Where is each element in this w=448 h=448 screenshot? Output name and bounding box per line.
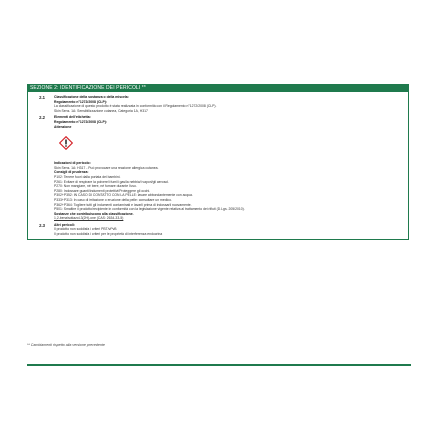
heading-other-hazards: Altri pericoli: [54, 222, 75, 227]
classification-category: Skin Sens. 1A: Sensibilizzazione cutanea, Categoria 1A, H317 [54, 108, 148, 113]
pbt-statement: Il prodotto non soddisfa i criteri PBT/vPvB [54, 227, 117, 232]
contributing-substance: 1,2-benzisotiazol-3(2H)-one (CAS: 2634-33-5) [54, 216, 124, 221]
item-2-3 [28, 223, 408, 237]
section-body [27, 92, 409, 240]
regulation-label: Regolamento n°1272/2008 (CLP): [54, 119, 107, 124]
precautionary-statement: P333+P313: In caso di irritazione o eruzione della pelle: consultare un medico. [54, 197, 172, 202]
item-2-2 [28, 115, 408, 221]
item-2-1 [28, 95, 408, 113]
contributing-substances-heading: Sostanze che contribuiscono alla classificazione. [54, 211, 134, 216]
endocrine-statement: Il prodotto non soddisfa i criteri per le proprietà di interferenza endocrina [54, 232, 163, 237]
heading-classification: Classificazione della sostanza o della miscela: [54, 95, 129, 99]
sds-section-2 [27, 84, 409, 240]
item-number: 2.3 [39, 222, 45, 228]
classification-text: La classificazione di questo prodotto è stata realizzata in conformità con il Regolamento n°1272/2008 (CLP). [54, 104, 217, 109]
bottom-divider [27, 364, 411, 366]
item-content [54, 95, 408, 113]
precautionary-heading: Consigli di prudenza: [54, 170, 89, 175]
ghs07-exclamation-pictogram [59, 136, 73, 150]
precautionary-statement: P270: Non mangiare, né bere, né fumare durante l'uso. [54, 184, 137, 189]
heading-label-elements: Elementi dell'etichetta: [54, 115, 91, 120]
precautionary-statement: P362+P364: Togliere tutti gli indumenti contaminati e lavarli prima di indossarli nuovamente. [54, 202, 192, 207]
item-content [54, 115, 408, 221]
item-number: 2.1 [39, 95, 45, 100]
precautionary-statement: P261: Evitare di respirare la polvere/i fumi/i gas/la nebbia/i vapori/gli aerosol. [54, 179, 169, 184]
precautionary-statement: P102: Tenere fuori dalla portata dei bambini. [54, 174, 121, 179]
precautionary-statement: P501: Smaltire il prodotto/recipiente in conformità con la legislazione vigente relativa al trattamento dei rifiuti (D.Lgs. 205/2010). [54, 207, 245, 212]
hazard-statement: Skin Sens. 1A: H317 - Può provocare una reazione allergica cutanea. [54, 165, 159, 170]
footnote: ** Cambiamenti rispetto alla versione precedente [27, 343, 105, 347]
item-content [54, 223, 408, 237]
section-header: SEZIONE 2: IDENTIFICAZIONE DEI PERICOLI ** [27, 84, 409, 92]
hazard-statements-heading: Indicazioni di pericolo: [54, 161, 91, 166]
precautionary-statement: P302+P352: IN CASO DI CONTATTO CON LA PELLE: lavare abbondantemente con acqua. [54, 193, 193, 198]
precautionary-statement: P280: Indossare guanti/indumenti protettivi/Proteggere gli occhi. [54, 188, 151, 193]
item-number: 2.2 [39, 115, 45, 121]
regulation-label: Regolamento n°1272/2008 (CLP): [54, 99, 107, 104]
signal-word: Attenzione [54, 124, 72, 129]
